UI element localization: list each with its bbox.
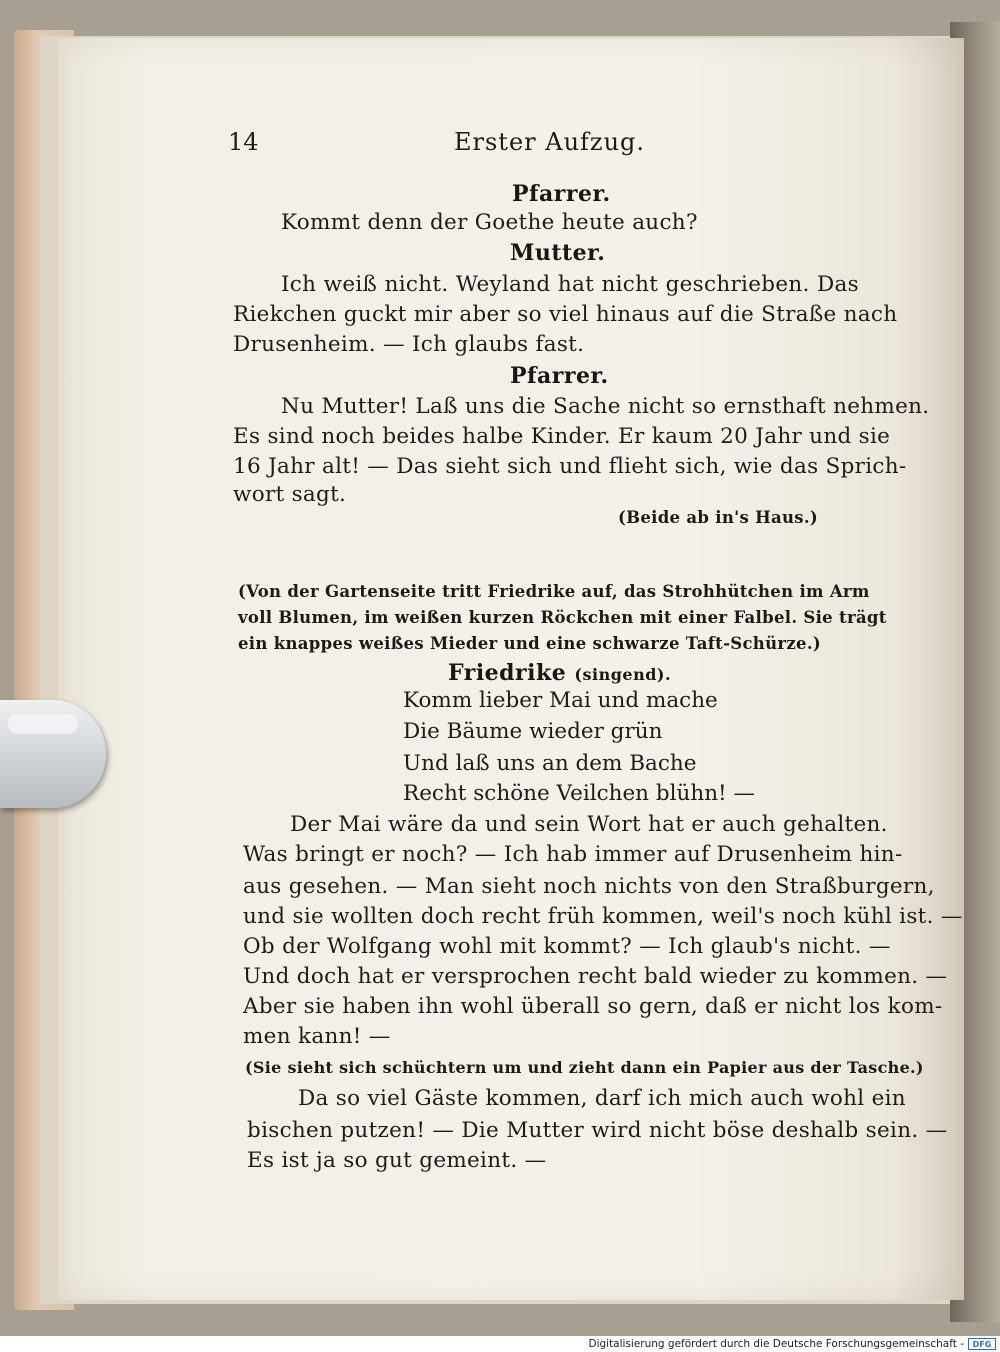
- text-line: 16 Jahr alt! — Das sieht sich und flieht sich, wie das Sprich-: [233, 454, 907, 479]
- text-line: Der Mai wäre da und sein Wort hat er auch gehalten.: [290, 812, 888, 837]
- page-clip: [0, 700, 106, 808]
- verse-line: Und laß uns an dem Bache: [403, 751, 697, 776]
- stage-direction: ein knappes weißes Mieder und eine schwarze Taft-Schürze.): [238, 634, 822, 653]
- text-line: Aber sie haben ihn wohl überall so gern, daß er nicht los kom-: [243, 994, 943, 1019]
- text-line: Da so viel Gäste kommen, darf ich mich auch wohl ein: [298, 1086, 906, 1111]
- text-line: Ob der Wolfgang wohl mit kommt? — Ich glaub's nicht. —: [243, 934, 891, 959]
- page-number: 14: [228, 128, 259, 156]
- verse-line: Komm lieber Mai und mache: [403, 688, 718, 713]
- text-line: Ich weiß nicht. Weyland hat nicht geschrieben. Das: [281, 272, 859, 297]
- text-line: bischen putzen! — Die Mutter wird nicht böse deshalb sein. —: [247, 1118, 948, 1143]
- stage-direction: voll Blumen, im weißen kurzen Röckchen mit einer Falbel. Sie trägt: [238, 608, 887, 627]
- text-line: Und doch hat er versprochen recht bald wieder zu kommen. —: [243, 964, 948, 989]
- running-head: Erster Aufzug.: [454, 128, 646, 156]
- text-line: Nu Mutter! Laß uns die Sache nicht so ernsthaft nehmen.: [281, 394, 930, 419]
- text-line: Riekchen guckt mir aber so viel hinaus auf die Straße nach: [233, 302, 898, 327]
- speaker-name: Friedrike: [448, 660, 567, 686]
- speaker-friedrike: [448, 660, 671, 686]
- text-line: Es ist ja so gut gemeint. —: [247, 1148, 547, 1173]
- speaker-pfarrer: Pfarrer.: [510, 363, 609, 389]
- text-line: wort sagt.: [233, 482, 347, 507]
- stage-direction: (Sie sieht sich schüchtern um und zieht dann ein Papier aus der Tasche.): [245, 1058, 924, 1077]
- text-line: men kann! —: [243, 1024, 391, 1049]
- speaker-mutter: Mutter.: [510, 240, 606, 266]
- clip-highlight: [8, 714, 78, 734]
- verse-line: Recht schöne Veilchen blühn! —: [403, 781, 756, 806]
- text-line: aus gesehen. — Man sieht noch nichts von den Straßburgern,: [243, 874, 935, 899]
- dfg-logo: DFG: [968, 1338, 996, 1350]
- speaker-note: (singend).: [574, 665, 672, 684]
- stage-direction: (Beide ab in's Haus.): [618, 508, 819, 527]
- text-line: Was bringt er noch? — Ich hab immer auf Drusenheim hin-: [243, 842, 903, 867]
- text-line: Drusenheim. — Ich glaubs fast.: [233, 332, 585, 357]
- footer-credit: Digitalisierung gefördert durch die Deutsche Forschungsgemeinschaft -: [588, 1338, 964, 1350]
- stage-direction: (Von der Gartenseite tritt Friedrike auf, das Strohhütchen im Arm: [238, 582, 870, 601]
- speaker-pfarrer: Pfarrer.: [512, 181, 611, 207]
- text-line: und sie wollten doch recht früh kommen, weil's noch kühl ist. —: [243, 904, 963, 929]
- footer-bar: [0, 1336, 1000, 1352]
- text-line: Es sind noch beides halbe Kinder. Er kaum 20 Jahr und sie: [233, 424, 891, 449]
- verse-line: Die Bäume wieder grün: [403, 719, 663, 744]
- text-line: Kommt denn der Goethe heute auch?: [281, 210, 698, 235]
